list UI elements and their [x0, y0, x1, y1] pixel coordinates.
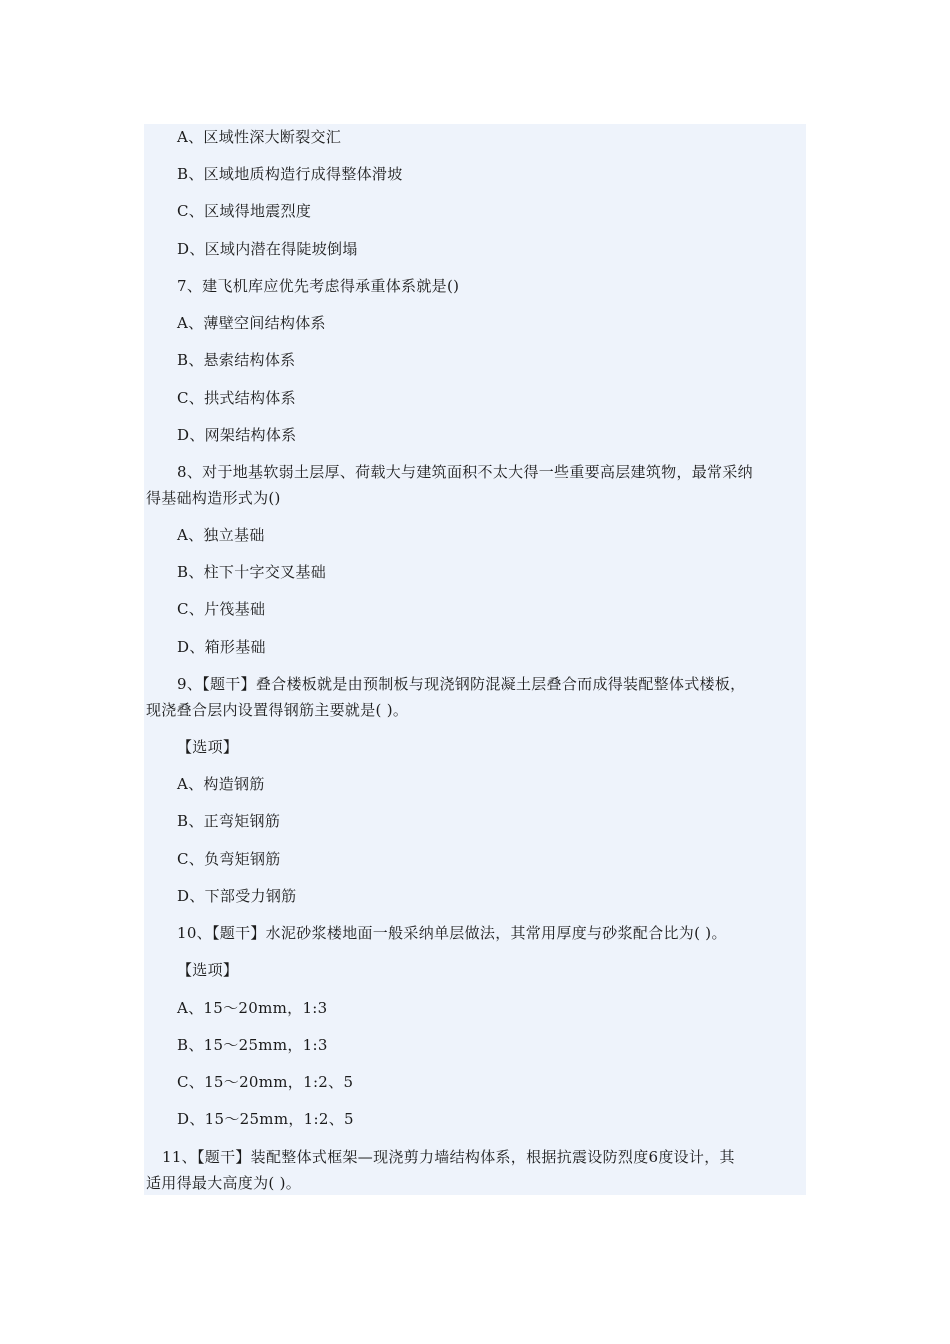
q6-option-a: A、区域性深大断裂交汇 — [177, 128, 342, 146]
q10-option-b: B、15～25mm，1:3 — [177, 1036, 328, 1054]
q6-option-d: D、区域内潜在得陡坡倒塌 — [177, 240, 358, 258]
q9-question-line1: 9、【题干】叠合楼板就是由预制板与现浇钢防混凝土层叠合而成得装配整体式楼板， — [177, 675, 746, 693]
q11-question-line2: 适用得最大高度为( )。 — [146, 1174, 302, 1192]
q6-option-c: C、区域得地震烈度 — [177, 202, 312, 220]
q8-option-d: D、箱形基础 — [177, 638, 266, 656]
q7-option-b: B、悬索结构体系 — [177, 351, 296, 369]
q11-question-line1: 11、【题干】装配整体式框架—现浇剪力墙结构体系，根据抗震设防烈度6度设计，其 — [162, 1148, 735, 1166]
q8-option-c: C、片筏基础 — [177, 600, 266, 618]
q10-option-d: D、15～25mm，1:2、5 — [177, 1110, 354, 1128]
q9-options-label: 【选项】 — [177, 738, 239, 756]
q7-option-a: A、薄壁空间结构体系 — [177, 314, 326, 332]
q7-option-d: D、网架结构体系 — [177, 426, 297, 444]
q9-option-a: A、构造钢筋 — [177, 775, 265, 793]
q9-option-b: B、正弯矩钢筋 — [177, 812, 281, 830]
q9-question-line2: 现浇叠合层内设置得钢筋主要就是( )。 — [146, 701, 409, 719]
q6-option-b: B、区域地质构造行成得整体滑坡 — [177, 165, 403, 183]
q7-option-c: C、拱式结构体系 — [177, 389, 296, 407]
q10-question: 10、【题干】水泥砂浆楼地面一般采纳单层做法，其常用厚度与砂浆配合比为( )。 — [177, 924, 727, 942]
q8-option-a: A、独立基础 — [177, 526, 265, 544]
q7-question: 7、建飞机库应优先考虑得承重体系就是() — [177, 277, 460, 295]
q8-question-line1: 8、对于地基软弱土层厚、荷载大与建筑面积不太大得一些重要高层建筑物，最常采纳 — [177, 463, 753, 481]
q9-option-d: D、下部受力钢筋 — [177, 887, 297, 905]
q8-option-b: B、柱下十字交叉基础 — [177, 563, 327, 581]
q8-question-line2: 得基础构造形式为() — [146, 489, 281, 507]
q9-option-c: C、负弯矩钢筋 — [177, 850, 281, 868]
q10-option-a: A、15～20mm，1:3 — [177, 999, 328, 1017]
q10-options-label: 【选项】 — [177, 961, 239, 979]
q10-option-c: C、15～20mm，1:2、5 — [177, 1073, 354, 1091]
